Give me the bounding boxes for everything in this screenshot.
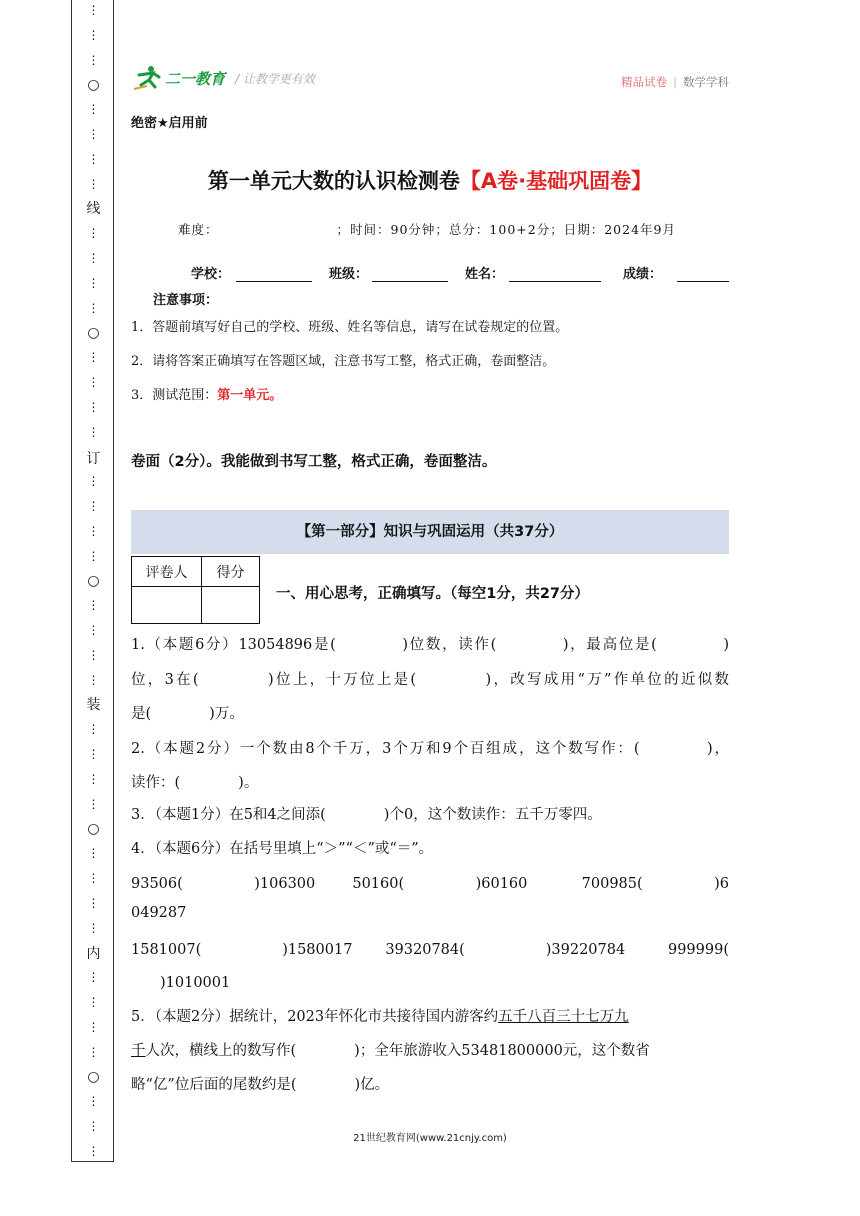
binding-circle: ○: [87, 77, 100, 93]
underlined-number: 五千八百三十七万九: [498, 1009, 629, 1025]
binding-marker: 装: [86, 697, 101, 713]
question-line: 4．（本题6分）在括号里填上“＞”“＜”或“＝”。: [131, 841, 434, 857]
binding-dots: ⋮: [87, 871, 100, 885]
name-label: 姓名：: [465, 267, 505, 282]
binding-dots: ⋮: [87, 226, 100, 241]
note-item: 1．答题前填写好自己的学校、班级、姓名等信息，请写在试卷规定的位置。: [131, 320, 569, 335]
footer: 21世纪教育网(www.21cnjy.com): [353, 1133, 507, 1144]
question-line: 是( )万。: [131, 706, 244, 722]
binding-dots: ⋮: [87, 647, 100, 662]
binding-dots: ⋮: [87, 895, 100, 910]
binding-dots: ⋮: [87, 399, 100, 414]
tag-subject: 数学学科: [683, 75, 729, 89]
binding-dots: ⋮: [87, 920, 100, 935]
test-range: 第一单元。: [217, 388, 283, 403]
class-field[interactable]: [372, 281, 448, 282]
binding-dots: ⋮: [87, 151, 100, 166]
binding-dots: ⋮: [87, 176, 100, 191]
confidential-label: 绝密★启用前: [131, 116, 208, 131]
exam-meta-rest: ；时间：90分钟；总分：100+2分；日期：2024年9月: [336, 222, 676, 237]
binding-circle: ○: [87, 573, 100, 589]
note-item: 3．测试范围：第一单元。: [131, 388, 283, 403]
binding-dots: ⋮: [87, 747, 100, 761]
binding-dots: ⋮: [87, 275, 100, 290]
class-label: 班级：: [329, 267, 369, 282]
binding-dots: ⋮: [87, 52, 100, 67]
binding-dots: ⋮: [87, 970, 100, 985]
binding-dots: ⋮: [87, 1119, 100, 1133]
binding-dots: ⋮: [87, 771, 100, 786]
title-main: 第一单元大数的认识检测卷: [207, 169, 460, 193]
page-title: [0, 165, 860, 195]
runner-logo-icon: [133, 65, 163, 91]
logo-name: 二一教育: [165, 69, 226, 88]
notes-title: 注意事项：: [153, 293, 219, 308]
school-field[interactable]: [236, 281, 312, 282]
score-header: 得分: [202, 557, 260, 587]
logo-slogan: / 让教学更有效: [235, 71, 315, 86]
name-field[interactable]: [509, 281, 601, 282]
binding-dots: ⋮: [87, 623, 100, 637]
binding-dots: ⋮: [87, 27, 100, 42]
binding-dots: ⋮: [87, 474, 100, 489]
question-line: 读作：( )。: [131, 775, 259, 791]
reviewer-header: 评卷人: [132, 557, 202, 587]
question-line: 1581007( )1580017 39320784( )39220784 999999(: [131, 942, 729, 958]
part-heading: 【第一部分】知识与巩固运用（共37分）: [131, 510, 729, 554]
reviewer-cell[interactable]: [132, 587, 202, 624]
tag-separator: |: [673, 75, 677, 89]
exam-meta: [178, 220, 676, 238]
section-title: 一、用心思考，正确填写。（每空1分，共27分）: [276, 586, 590, 602]
question-line: 略“亿”位后面的尾数约是( )亿。: [131, 1077, 390, 1093]
binding-dots: ⋮: [87, 548, 100, 563]
binding-dots: ⋮: [87, 672, 100, 687]
binding-marker: 线: [86, 201, 101, 217]
question-line: 5．（本题2分）据统计，2023年怀化市共接待国内游客约五千八百三十七万九: [131, 1009, 629, 1025]
score-cell[interactable]: [202, 587, 260, 624]
binding-marker: 订: [86, 451, 101, 467]
grade-label: 成绩：: [623, 267, 663, 282]
question-line: 2.（本题2分）一个数由8个千万，3个万和9个百组成，这个数写作：( )，: [131, 741, 729, 757]
binding-dots: ⋮: [87, 1094, 100, 1109]
question-line: 3．（本题1分）在5和4之间添( )个0，这个数读作：五千万零四。: [131, 807, 602, 823]
grade-field[interactable]: [677, 281, 729, 282]
question-line: 1.（本题6分）13054896是( )位数，读作( )，最高位是( ): [131, 637, 729, 653]
note-item: 2．请将答案正确填写在答题区域，注意书写工整，格式正确，卷面整洁。: [131, 354, 556, 369]
header-tags: [621, 74, 729, 90]
question-line: 位，3在( )位上，十万位上是( )，改写成用“万”作单位的近似数: [131, 672, 729, 688]
binding-dots: ⋮: [87, 251, 100, 265]
question-line: )1010001: [131, 975, 231, 991]
binding-dots: ⋮: [87, 499, 100, 513]
binding-dots: ⋮: [87, 300, 100, 315]
binding-circle: ○: [87, 325, 100, 341]
binding-dots: ⋮: [87, 350, 100, 365]
score-table: [131, 556, 260, 624]
school-label: 学校：: [191, 267, 231, 282]
binding-dots: ⋮: [87, 424, 100, 439]
binding-dots: ⋮: [87, 1019, 100, 1034]
neatness-statement: 卷面（2分）。我能做到书写工整，格式正确，卷面整洁。: [131, 454, 497, 470]
binding-dots: ⋮: [87, 127, 100, 141]
binding-marker: 内: [86, 946, 101, 962]
question-line: 049287: [131, 905, 187, 921]
binding-dots: ⋮: [87, 796, 100, 811]
binding-dots: ⋮: [87, 722, 100, 737]
binding-dots: ⋮: [87, 523, 100, 538]
binding-dots: ⋮: [87, 1143, 100, 1158]
binding-dots: ⋮: [87, 102, 100, 117]
logo: [133, 65, 315, 91]
question-line: 千人次，横线上的数写作( )；全年旅游收入53481800000元，这个数省: [131, 1043, 650, 1059]
binding-dots: ⋮: [87, 3, 100, 17]
binding-dots: ⋮: [87, 375, 100, 389]
binding-dots: ⋮: [87, 598, 100, 613]
binding-circle: ○: [87, 821, 100, 837]
tag-premium: 精品试卷: [621, 75, 668, 89]
binding-dots: ⋮: [87, 1044, 100, 1059]
difficulty-label: 难度：: [178, 222, 219, 237]
binding-circle: ○: [87, 1069, 100, 1085]
title-highlight: 【A卷·基础巩固卷】: [459, 169, 653, 193]
binding-dots: ⋮: [87, 995, 100, 1009]
question-line: 93506( )106300 50160( )60160 700985( )6: [131, 876, 729, 892]
binding-dots: ⋮: [87, 846, 100, 861]
underlined-number: 千: [131, 1043, 146, 1059]
